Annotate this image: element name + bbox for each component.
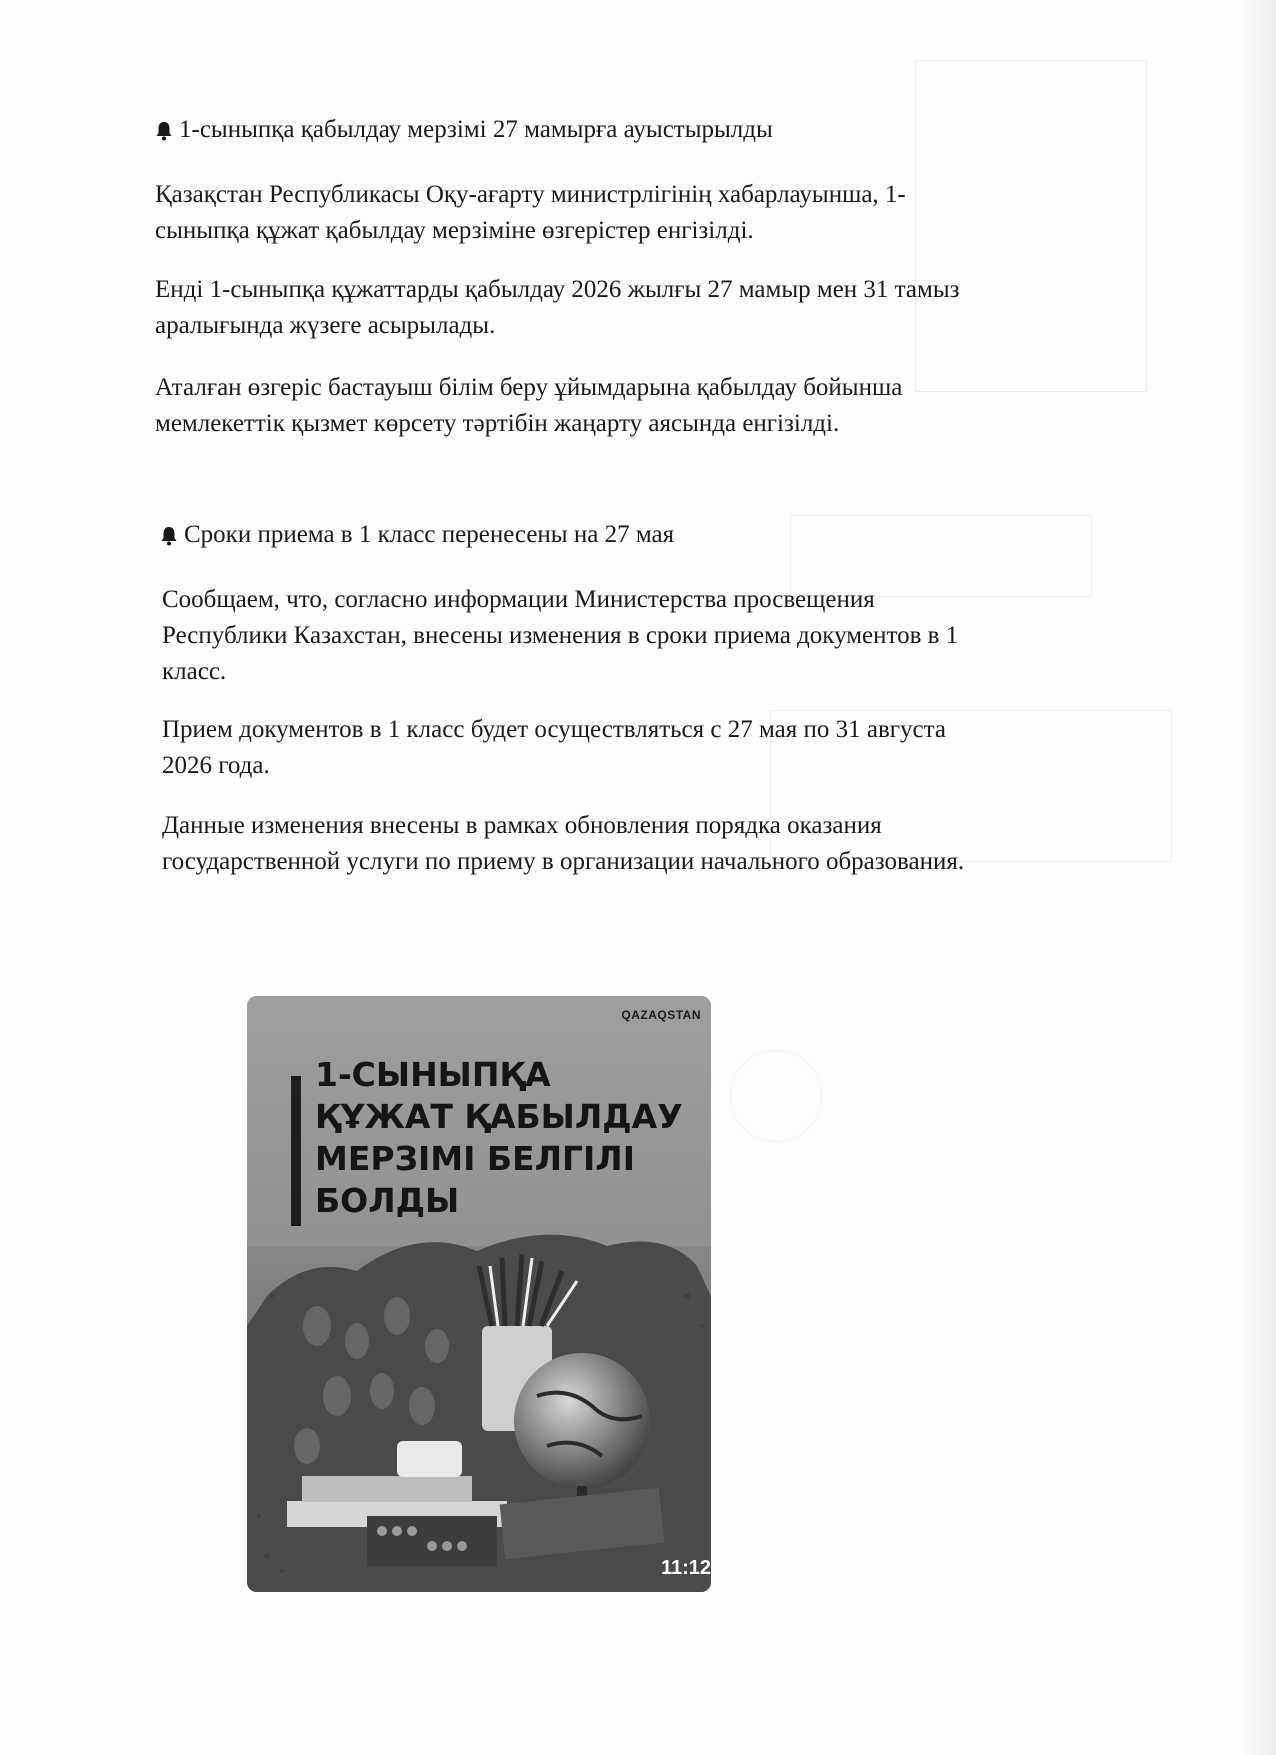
text-line: Республики Казахстан, внесены изменения в сроки приема документов в 1 (162, 622, 959, 649)
announcement-poster-image (247, 996, 711, 1592)
poster-timestamp: 11:12 (660, 1557, 711, 1579)
text-line: Данные изменения внесены в рамках обновления порядка оказания (162, 812, 882, 839)
bell-icon (160, 525, 178, 547)
text-line: класс. (162, 658, 227, 685)
text-line: мемлекеттік қызмет көрсету тәртібін жаңарту аясында енгізілді. (155, 410, 840, 437)
kazakh-heading-text: 1-сыныпқа қабылдау мерзімі 27 мамырға ауыстырылды (179, 116, 773, 143)
kazakh-paragraph-3 (155, 370, 1115, 442)
text-line: аралығында жүзеге асырылады. (155, 312, 496, 339)
text-line: Енді 1-сыныпқа құжаттарды қабылдау 2026 жылғы 27 мамыр мен 31 тамыз (155, 276, 960, 303)
kazakh-paragraph-2 (155, 272, 1115, 344)
poster-title-line: ҚҰЖАТ ҚАБЫЛДАУ (315, 1097, 683, 1136)
text-line: Сообщаем, что, согласно информации Министерства просвещения (162, 586, 875, 613)
poster-title-line: 1-СЫНЫПҚА (315, 1055, 551, 1094)
russian-heading (160, 517, 1120, 553)
poster-title (315, 1054, 695, 1222)
kazakh-paragraph-1 (155, 177, 1115, 249)
russian-heading-text: Сроки приема в 1 класс перенесены на 27 мая (184, 521, 675, 548)
bell-icon (155, 120, 173, 142)
scan-edge-shadow (1242, 0, 1276, 1755)
text-line: Прием документов в 1 класс будет осуществляться с 27 мая по 31 августа (162, 716, 946, 743)
text-line: Аталған өзгеріс бастауыш білім беру ұйымдарына қабылдау бойынша (155, 374, 903, 401)
text-line: государственной услуги по приему в организации начального образования. (162, 848, 965, 875)
poster-title-line: МЕРЗІМІ БЕЛГІЛІ (315, 1139, 635, 1178)
poster-accent-bar (291, 1076, 301, 1226)
text-line: 2026 года. (162, 752, 270, 779)
text-line: сыныпқа құжат қабылдау мерзіміне өзгерістер енгізілді. (155, 217, 754, 244)
russian-paragraph-3 (162, 808, 1122, 880)
text-line: Қазақстан Республикасы Оқу-ағарту министрлігінің хабарлауынша, 1- (155, 181, 906, 208)
poster-title-line: БОЛДЫ (315, 1181, 460, 1220)
bleed-through-seal (730, 1050, 822, 1142)
kazakh-heading (155, 112, 1115, 148)
russian-paragraph-1 (162, 582, 1122, 690)
russian-paragraph-2 (162, 712, 1122, 784)
poster-brand-logo: QAZAQSTAN (621, 1008, 701, 1022)
